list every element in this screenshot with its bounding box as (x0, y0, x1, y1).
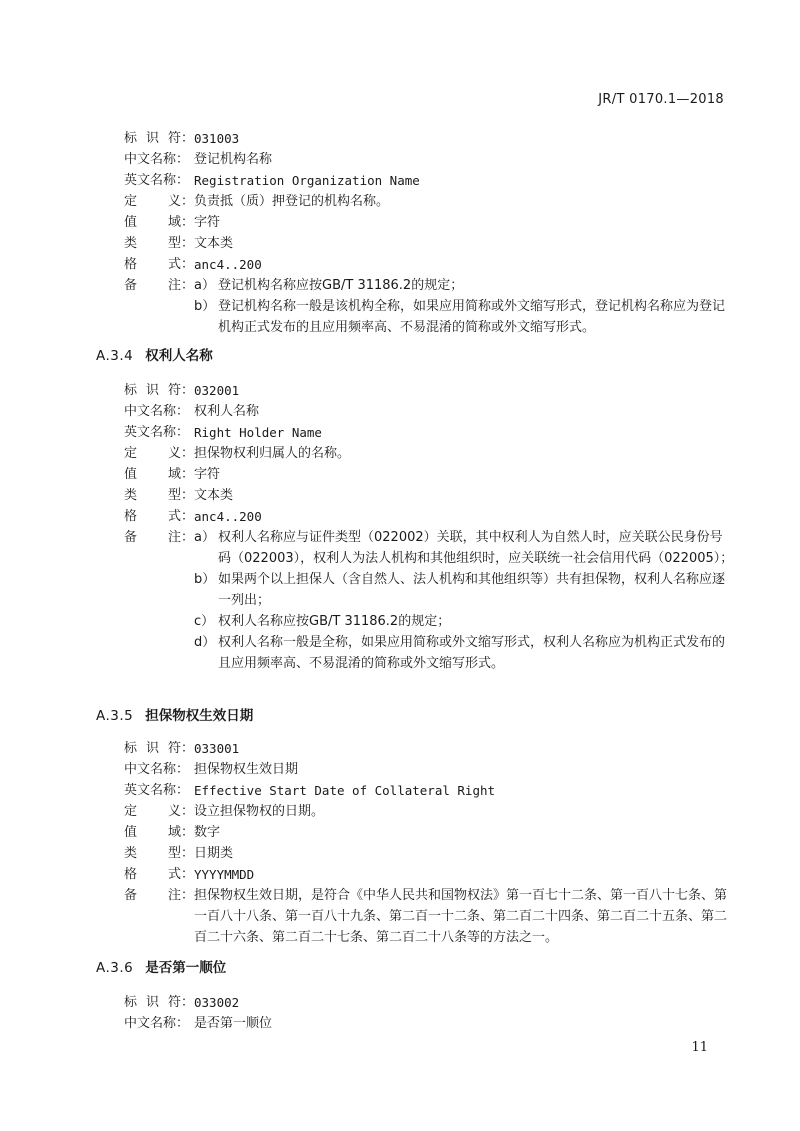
page-number: 11 (691, 1040, 708, 1055)
label-type: 类 型： (124, 846, 194, 861)
remarks-list (194, 527, 734, 674)
entry-id: 033001 (194, 741, 240, 756)
note-item: d） 权利人名称一般是全称，如果应用简称或外文缩写形式，权利人名称应为机构正式发布的且应用频率高、不易混淆的简称或外文缩写形式。 (194, 635, 726, 671)
entry-id: 031003 (194, 131, 240, 146)
label-definition: 定 义： (124, 804, 194, 819)
label-cn-name: 中文名称： (124, 404, 190, 419)
label-remarks: 备 注： (124, 530, 194, 545)
entry-031003 (124, 128, 734, 338)
entry-type: 文本类 (194, 488, 234, 503)
label-domain: 值 域： (124, 825, 194, 840)
remarks-list (194, 275, 734, 338)
entry-cn-name: 权利人名称 (194, 404, 260, 419)
entry-format: YYYYMMDD (194, 867, 255, 882)
entry-format: anc4..200 (194, 257, 262, 272)
entry-type: 日期类 (194, 846, 234, 861)
entry-033002 (124, 992, 734, 1034)
entry-cn-name: 登记机构名称 (194, 152, 273, 167)
entry-id: 032001 (194, 383, 240, 398)
label-remarks: 备 注： (124, 278, 194, 293)
note-item: b） 如果两个以上担保人（含自然人、法人机构和其他组织等）共有担保物，权利人名称应逐一列出； (194, 572, 726, 608)
label-domain: 值 域： (124, 215, 194, 230)
entry-format: anc4..200 (194, 509, 262, 524)
remarks-list (194, 885, 734, 948)
entry-domain: 字符 (194, 215, 221, 230)
entry-definition: 担保物权利归属人的名称。 (194, 446, 351, 461)
entry-type: 文本类 (194, 236, 234, 251)
label-type: 类 型： (124, 236, 194, 251)
entry-id: 033002 (194, 995, 240, 1010)
section-heading-a35: A.3.5 担保物权生效日期 (96, 708, 254, 724)
label-format: 格 式： (124, 257, 194, 272)
entry-032001 (124, 380, 734, 674)
label-format: 格 式： (124, 867, 194, 882)
label-domain: 值 域： (124, 467, 194, 482)
label-id: 标 识 符： (124, 131, 194, 146)
label-id: 标 识 符： (124, 995, 194, 1010)
document-code: JR/T 0170.1—2018 (598, 92, 724, 107)
entry-domain: 字符 (194, 467, 221, 482)
label-cn-name: 中文名称： (124, 1016, 190, 1031)
label-id: 标 识 符： (124, 383, 194, 398)
label-remarks: 备 注： (124, 888, 194, 903)
note-item: b） 登记机构名称一般是该机构全称，如果应用简称或外文缩写形式，登记机构名称应为登记机构正式发布的且应用频率高、不易混淆的简称或外文缩写形式。 (194, 299, 726, 335)
label-format: 格 式： (124, 509, 194, 524)
label-id: 标 识 符： (124, 741, 194, 756)
note-item: 担保物权生效日期，是符合《中华人民共和国物权法》第一百七十二条、第一百八十七条、第一百八十八条、第一百八十九条、第二百一十二条、第二百二十四条、第二百二十五条、第二百二十六条、第二百二十七条、第二百二十八条等的方法之一。 (194, 888, 728, 945)
entry-definition: 设立担保物权的日期。 (194, 804, 325, 819)
entry-033001 (124, 738, 734, 948)
entry-en-name: Right Holder Name (194, 425, 322, 440)
entry-en-name: Effective Start Date of Collateral Right (194, 783, 496, 798)
section-heading-a36: A.3.6 是否第一顺位 (96, 960, 227, 976)
entry-domain: 数字 (194, 825, 221, 840)
entry-cn-name: 是否第一顺位 (194, 1016, 273, 1031)
label-cn-name: 中文名称： (124, 762, 190, 777)
entry-en-name: Registration Organization Name (194, 173, 420, 188)
label-en-name: 英文名称： (124, 425, 190, 440)
label-type: 类 型： (124, 488, 194, 503)
label-en-name: 英文名称： (124, 173, 190, 188)
label-en-name: 英文名称： (124, 783, 190, 798)
label-definition: 定 义： (124, 194, 194, 209)
note-item: c） 权利人名称应按GB/T 31186.2的规定； (194, 614, 451, 629)
label-definition: 定 义： (124, 446, 194, 461)
note-item: a） 权利人名称应与证件类型（022002）关联，其中权利人为自然人时，应关联公民身份号码（022003），权利人为法人机构和其他组织时，应关联统一社会信用代码（022005）； (194, 530, 734, 566)
label-cn-name: 中文名称： (124, 152, 190, 167)
section-heading-a34: A.3.4 权利人名称 (96, 348, 213, 364)
entry-cn-name: 担保物权生效日期 (194, 762, 299, 777)
note-item: a） 登记机构名称应按GB/T 31186.2的规定； (194, 278, 464, 293)
entry-definition: 负责抵（质）押登记的机构名称。 (194, 194, 390, 209)
